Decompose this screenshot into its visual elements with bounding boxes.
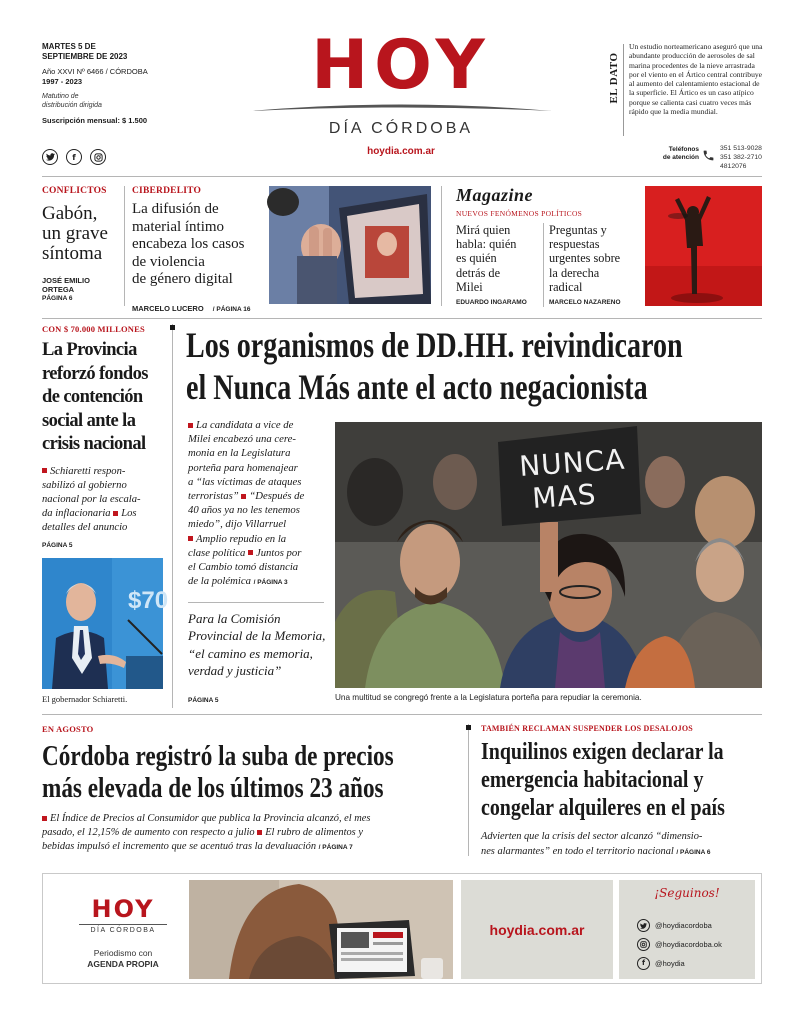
divider (124, 186, 125, 306)
ad-social-facebook[interactable] (637, 954, 722, 973)
lead-headline[interactable] (186, 324, 762, 414)
date-line-2: SEPTIEMBRE DE 2023 (42, 52, 128, 61)
ad-tagline-2: AGENDA PROPIA (87, 959, 159, 969)
divider (468, 724, 469, 856)
bullet-line: a “las víctimas de ataques (188, 475, 302, 488)
title-line: de violencia (132, 253, 205, 270)
phone-icon (702, 147, 715, 166)
sub-line: Para la Comisión (188, 611, 281, 626)
instagram-icon (637, 938, 650, 951)
bullet-line: el Cambio tomó distancia (188, 561, 299, 574)
schiaretti-illustration (42, 558, 169, 689)
title-line: de contención (42, 387, 143, 407)
inquilinos-body (481, 830, 766, 860)
story-ciberdelito[interactable] (132, 186, 262, 315)
ad-website-box[interactable] (461, 880, 613, 979)
body-line: pasado, el 12,15% de aumento con respecto a julio (42, 827, 255, 838)
divider (543, 223, 544, 307)
title-conflictos (42, 204, 118, 264)
section-rule (42, 714, 762, 715)
distribution-line-2: distribución dirigida (42, 102, 102, 109)
facebook-icon[interactable]: f (66, 149, 82, 165)
title-line: material íntimo (132, 218, 225, 235)
issue-meta (42, 67, 148, 87)
title-line: la derecha (549, 265, 600, 280)
el-dato-text: Un estudio norteamericano aseguró que una abundante producción de aerosoles de sal marina procedentes de la nieve arrastrada por el viento en el Ártico central contribuye al aumento del calentamiento estacional de la superficie. El Ártico es un caso atípico porque se calienta casi cuatro veces más rápido que la media mundial. (629, 42, 763, 117)
bullet-line: Milei encabezó una cere- (188, 433, 296, 446)
magazine-story-2[interactable] (549, 223, 639, 294)
side-title (42, 339, 164, 457)
body-line: detalles del anuncio (42, 522, 128, 534)
ad-social-list (637, 916, 722, 973)
author-line-1: JOSÉ EMILIO (42, 276, 90, 285)
ad-illustration (189, 880, 453, 979)
divider (188, 602, 324, 603)
side-story[interactable] (42, 324, 164, 549)
side-page: PÁGINA 5 (42, 541, 73, 549)
bullet-line: 40 años ya no les tenemos (188, 504, 300, 517)
twitter-icon[interactable] (42, 149, 58, 165)
bullet-line: porteña para homenajear (188, 461, 298, 474)
handle-twitter: @hoydiacordoba (655, 921, 712, 930)
ad-logo-sub: DÍA CÓRDOBA (90, 927, 156, 934)
body-line: Advierten que la crisis del sector alcanzó “dimensio- (481, 831, 703, 842)
title-line: La Provincia (42, 340, 137, 360)
twitter-icon (637, 919, 650, 932)
ad-photo (189, 880, 453, 979)
lead-sub-story[interactable] (188, 610, 332, 680)
body-line: da inflacionaria (42, 508, 111, 520)
magazine-photo[interactable] (645, 186, 762, 306)
bullet-line: “Después de (249, 490, 305, 503)
ad-logo-text: HOY (91, 895, 155, 923)
sub-line: Provincial de la Memoria, (188, 628, 326, 644)
author-conflictos (42, 276, 118, 294)
sign-line-1: NUNCA (518, 442, 627, 483)
title-line: Gabón, (42, 203, 98, 224)
title-line: Mirá quien (456, 223, 511, 237)
body-line: Los (121, 508, 137, 520)
sign-line-2: MAS (531, 477, 598, 515)
body-line: Schiaretti respon- (50, 465, 126, 477)
page-ciberdelito: / PÁGINA 16 (212, 305, 251, 313)
phones-label-2: de atención (662, 154, 699, 161)
phone-numbers (720, 144, 762, 171)
social-icons (42, 149, 106, 165)
edition-info: Año XXVI Nº 6466 / CÓRDOBA (42, 67, 148, 76)
body-line: El Índice de Precios al Consumidor que publica la Provincia alcanzó, el mes (50, 813, 371, 824)
bullet-line: de la polémica (188, 575, 251, 588)
magazine-label: Magazine (456, 185, 534, 205)
page-conflictos: PÁGINA 6 (42, 295, 73, 302)
title-ciberdelito (132, 201, 262, 289)
bullet-line: monia en la Legislatura (188, 447, 291, 460)
distribution-line-1: Matutino de (42, 93, 79, 100)
story-inquilinos[interactable] (481, 724, 766, 860)
ad-follow-label: ¡Seguinos! (654, 886, 720, 900)
title-line: emergencia habitacional y (481, 767, 704, 793)
ad-tagline (73, 948, 173, 970)
body-line: El rubro de alimentos y (265, 827, 363, 838)
body-line: nes alarmantes” en todo el territorio nacional (481, 845, 674, 857)
title-line: respuestas (549, 237, 600, 252)
kicker-conflictos: CONFLICTOS (42, 186, 107, 196)
title-line: crisis nacional (42, 434, 146, 454)
phone-3[interactable]: 4812076 (720, 163, 747, 170)
lead-sub-page: PÁGINA 5 (188, 697, 219, 704)
inflation-body (42, 812, 452, 855)
magazine-story-1[interactable] (456, 223, 542, 294)
lead-photo[interactable] (335, 422, 762, 688)
title-line: social ante la (42, 410, 136, 431)
handle-facebook: @hoydia (655, 959, 685, 968)
masthead-logo[interactable] (248, 26, 554, 168)
el-dato-label (606, 44, 620, 124)
side-kicker: CON $ 70.000 MILLONES (42, 324, 145, 334)
title-line: congelar alquileres en el país (481, 795, 725, 821)
divider-mark (170, 325, 175, 330)
el-dato-label-text: EL DATO (608, 52, 620, 104)
sub-line: verdad y justicia” (188, 663, 282, 679)
magazine-author-1: EDUARDO INGARAMO (456, 299, 527, 306)
title-line: Preguntas y (549, 223, 607, 237)
facebook-icon: f (637, 957, 650, 970)
magazine-section[interactable] (456, 184, 636, 218)
handle-instagram: @hoydiacordoba.ok (655, 940, 722, 949)
body-line: sabilizó al gobierno (42, 479, 127, 491)
lead-photo-caption: Una multitud se congregó frente a la Legislatura porteña para repudiar la ceremonia. (335, 693, 642, 702)
inflation-kicker: EN AGOSTO (42, 724, 94, 734)
title-line: un grave (42, 223, 108, 244)
screen-text: $70 (128, 587, 169, 614)
inquilinos-kicker: TAMBIÉN RECLAMAN SUSPENDER LOS DESALOJOS (481, 724, 693, 733)
distribution-note (42, 92, 102, 110)
author-line-2: ORTEGA (42, 285, 75, 294)
ad-social-instagram[interactable] (637, 935, 722, 954)
instagram-icon[interactable] (90, 149, 106, 165)
inquilinos-title (481, 738, 766, 822)
title-line: es quién (456, 251, 497, 266)
ad-social-twitter[interactable] (637, 916, 722, 935)
magazine-illustration (645, 186, 762, 306)
title-line: La difusión de (132, 201, 219, 217)
author-ciberdelito: MARCELO LUCERO (132, 303, 204, 313)
inflation-page: / PÁGINA 7 (318, 844, 353, 851)
magazine-kicker: NUEVOS FENÓMENOS POLÍTICOS (456, 209, 583, 218)
logo-subtitle: DÍA CÓRDOBA (328, 120, 474, 137)
lead-title-line-1: Los organismos de DD.HH. reivindicaron (186, 325, 683, 365)
phones-label (656, 146, 699, 162)
title-line: Milei (456, 279, 483, 294)
schiaretti-photo[interactable] (42, 558, 169, 689)
ad-website[interactable]: hoydia.com.ar (489, 921, 585, 938)
kicker-ciberdelito: CIBERDELITO (132, 186, 202, 196)
phone-1[interactable]: 351 513-9028 (720, 145, 762, 152)
bullet-line: Juntos por (255, 546, 302, 559)
story-conflictos[interactable] (42, 186, 118, 302)
logo-text: HOY (311, 26, 491, 105)
story-inflation[interactable] (42, 724, 452, 855)
ciberdelito-photo[interactable] (269, 186, 431, 304)
ad-logo-rule (79, 924, 167, 925)
inquilinos-page: / PÁGINA 6 (676, 848, 711, 856)
title-line: detrás de (456, 265, 501, 280)
website-link[interactable]: hoydia.com.ar (367, 146, 435, 157)
title-line: más elevada de los últimos 23 años (42, 772, 384, 804)
side-body (42, 465, 164, 536)
bullet-line: Amplio repudio en la (196, 532, 287, 545)
title-line: síntoma (42, 243, 103, 264)
ad-social-box (619, 880, 755, 979)
title-line: radical (549, 279, 583, 294)
bullet-line: terroristas” (188, 490, 239, 503)
bullet-line: clase política (188, 546, 246, 559)
lead-page: / PÁGINA 3 (253, 579, 288, 587)
schiaretti-caption: El gobernador Schiaretti. (42, 694, 128, 704)
divider-mark (466, 725, 471, 730)
ad-tagline-1: Periodismo con (93, 948, 153, 958)
divider (441, 186, 442, 306)
title-line: encabeza los casos (132, 236, 245, 252)
ad-logo (73, 896, 173, 934)
logo-swoosh (248, 100, 554, 114)
body-line: nacional por la escala- (42, 493, 141, 505)
title-line: reforzó fondos (42, 363, 148, 384)
section-rule (42, 318, 762, 319)
magazine-author-2: MARCELO NAZARENO (549, 299, 621, 306)
body-line: bebidas impulsó el incremento que se acentuó tras la devaluación (42, 841, 317, 852)
title-line: Córdoba registró la suba de precios (42, 740, 394, 772)
sub-line: “el camino es memoria, (188, 645, 313, 661)
lead-title-line-2: el Nunca Más ante el acto negacionista (186, 367, 648, 407)
ciberdelito-illustration (269, 186, 431, 304)
phone-2[interactable]: 351 382-2710 (720, 154, 762, 161)
lead-illustration (335, 422, 762, 688)
bullet-line: La candidata a vice de (196, 419, 294, 431)
lead-bullets (188, 418, 332, 590)
inflation-title (42, 740, 452, 804)
divider (172, 324, 173, 708)
years: 1997 - 2023 (42, 77, 83, 86)
title-line: de género digital (132, 271, 233, 287)
issue-date (42, 42, 172, 62)
ad-banner[interactable] (42, 873, 762, 984)
title-line: urgentes sobre (549, 251, 621, 266)
el-dato-divider (623, 44, 624, 136)
masthead-rule (42, 176, 762, 177)
byline-ciberdelito (132, 296, 262, 315)
subscription-price: Suscripción mensual: $ 1.500 (42, 116, 148, 125)
title-line: habla: quién (456, 237, 517, 252)
title-line: Inquilinos exigen declarar la (481, 739, 724, 765)
date-line-1: MARTES 5 DE (42, 42, 96, 51)
phones-label-1: Teléfonos (668, 146, 699, 153)
bullet-line: miedo”, dijo Villarruel (188, 518, 287, 531)
